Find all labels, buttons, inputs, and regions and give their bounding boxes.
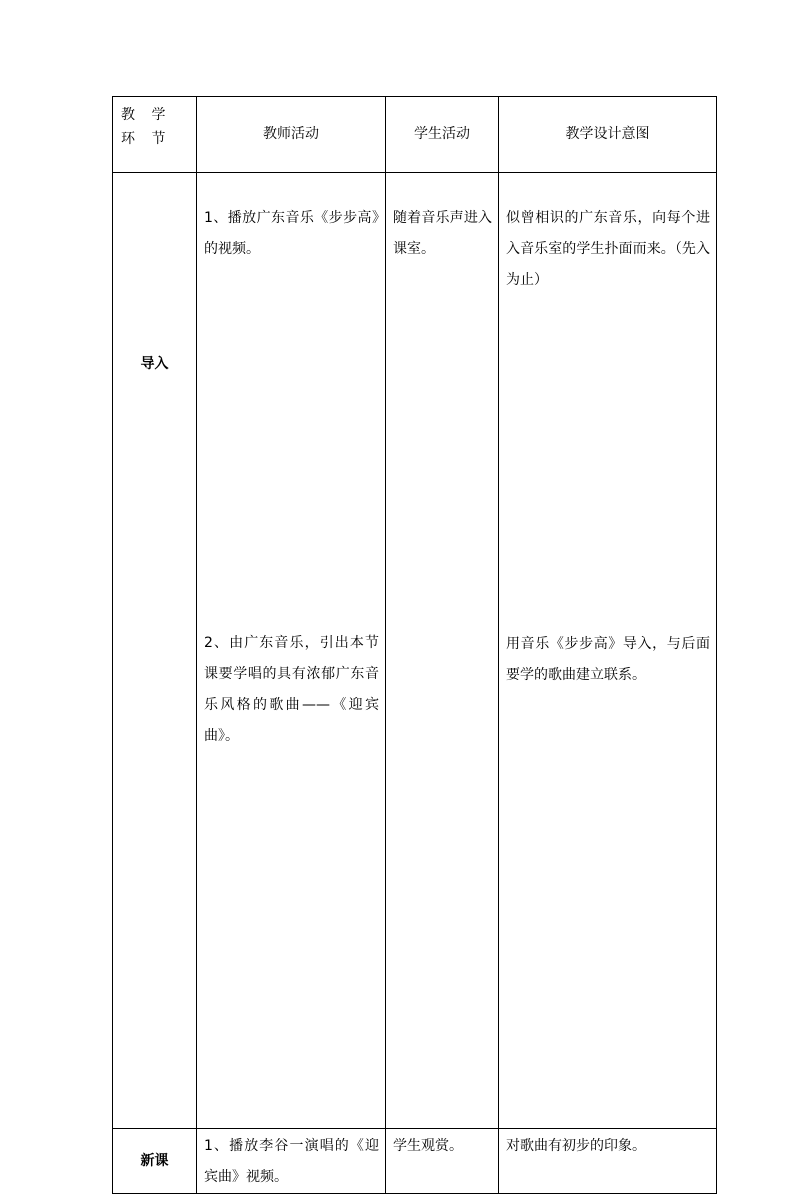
lesson-plan-table (112, 96, 717, 1194)
stage-intro: 导入 (113, 173, 197, 1129)
student-activity-intro (386, 173, 499, 1129)
design-intent-intro (499, 173, 717, 1129)
stage-new-lesson: 新课 (113, 1129, 197, 1194)
header-design-intent: 教学设计意图 (499, 97, 717, 173)
teacher-new-step-1: 1、播放李谷一演唱的《迎宾曲》视频。 (204, 1138, 379, 1185)
teacher-step-1: 1、播放广东音乐《步步高》的视频。 (204, 210, 379, 257)
teacher-step-2: 2、由广东音乐，引出本节课要学唱的具有浓郁广东音乐风格的歌曲——《迎宾曲》。 (204, 635, 379, 744)
teacher-activity-new (197, 1129, 386, 1194)
design-intent-new (499, 1129, 717, 1194)
student-activity-new (386, 1129, 499, 1194)
student-step-1: 随着音乐声进入课室。 (393, 210, 492, 257)
header-student-activity: 学生活动 (386, 97, 499, 173)
design-note-1: 似曾相识的广东音乐，向每个进入音乐室的学生扑面而来。（先入为止） (506, 210, 710, 288)
header-stage: 教 学 环 节 (113, 97, 197, 173)
table-header-row (113, 97, 717, 173)
table-row-new-lesson (113, 1129, 717, 1194)
student-new-step-1: 学生观赏。 (393, 1138, 463, 1154)
teacher-activity-intro (197, 173, 386, 1129)
design-new-note-1: 对歌曲有初步的印象。 (506, 1138, 646, 1154)
header-teacher-activity: 教师活动 (197, 97, 386, 173)
table-row-intro (113, 173, 717, 1129)
design-note-2: 用音乐《步步高》导入，与后面要学的歌曲建立联系。 (506, 636, 710, 683)
